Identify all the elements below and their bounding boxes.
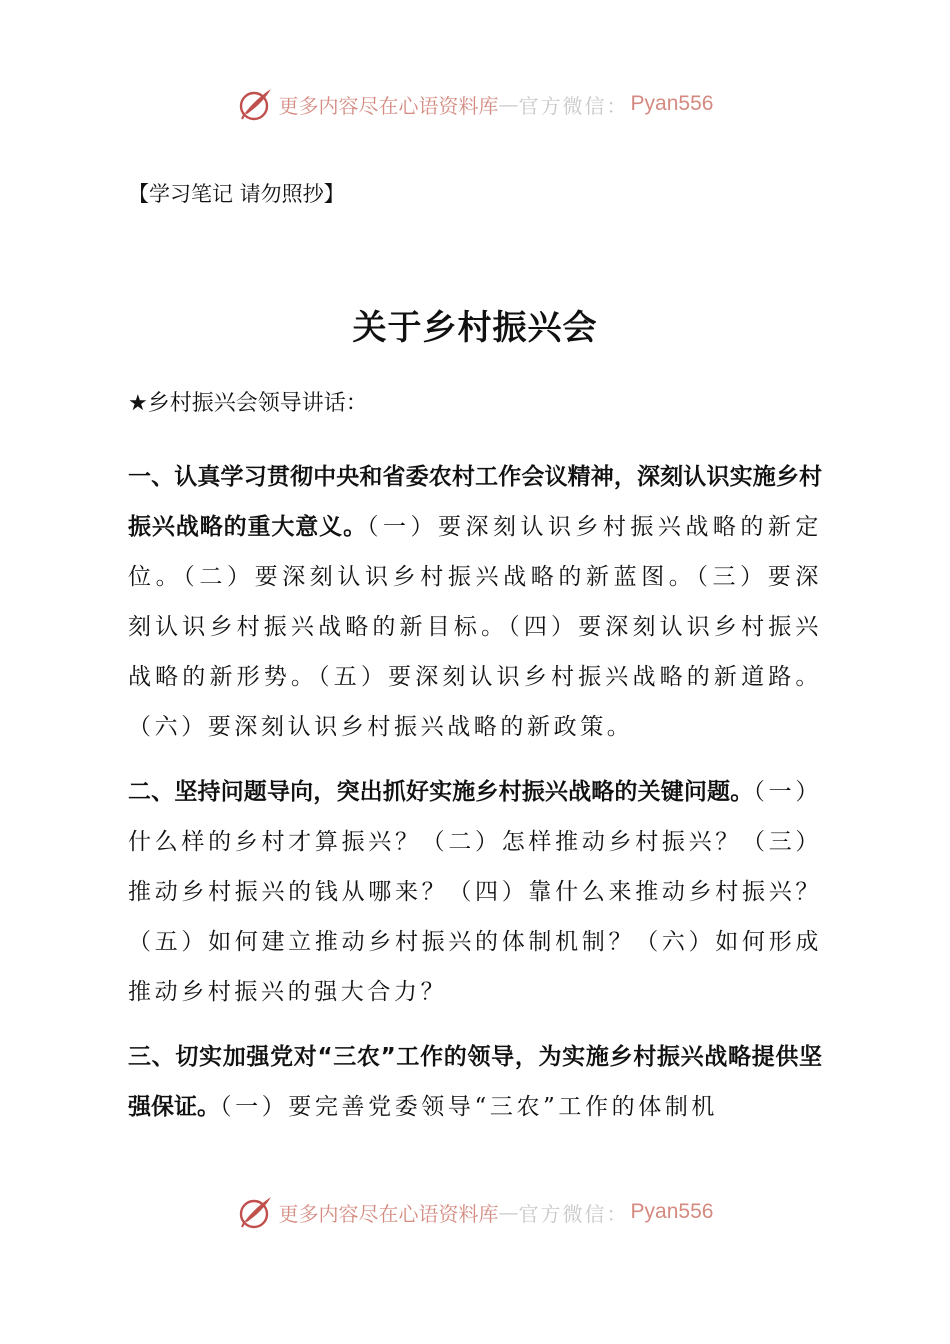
watermark-wechat-label: 官方微信：: [518, 93, 629, 118]
speech-subheading: ★乡村振兴会领导讲话：: [128, 391, 368, 416]
section-paragraph: [128, 1032, 822, 1132]
watermark-lead-text: 更多内容尽在心语资料库: [278, 1201, 499, 1226]
page-title: 关于乡村振兴会: [352, 308, 598, 348]
watermark-wechat-label: 官方微信：: [518, 1201, 629, 1226]
section-paragraph: [128, 452, 822, 752]
watermark-dash: —: [498, 1200, 519, 1224]
watermark-dash: —: [498, 92, 519, 116]
watermark-header: [0, 82, 950, 126]
section-body: （一）要深刻认识乡村振兴战略的新定位。（二）要深刻认识乡村振兴战略的新蓝图。（三）要深刻认识乡村振兴战略的新目标。（四）要深刻认识乡村振兴战略的新形势。（五）要深刻认识乡村振兴战略的新道路。（六）要深刻认识乡村振兴战略的新政策。: [128, 514, 823, 740]
watermark-footer: [0, 1190, 950, 1234]
section-body: （一）要完善党委领导“三农”工作的体制机: [220, 1094, 719, 1120]
section-heading: 一、认真学习贯彻中央和省委农村工作会议精神，深刻认识实施乡村振兴战略的重大意义。: [128, 464, 822, 540]
watermark-wechat-id: Pyan556: [630, 1200, 714, 1223]
section-body: （一）什么样的乡村才算振兴？（二）怎样推动乡村振兴？（三）推动乡村振兴的钱从哪来？（四）靠什么来推动乡村振兴？（五）如何建立推动乡村振兴的体制机制？（六）如何形成推动乡村振兴的强大合力？: [128, 779, 822, 1005]
quill-logo-icon: [237, 85, 275, 123]
section-paragraph: [128, 767, 822, 1017]
quill-logo-icon: [237, 1193, 275, 1231]
watermark-lead-text: 更多内容尽在心语资料库: [278, 93, 499, 118]
watermark-wechat-id: Pyan556: [630, 92, 714, 115]
study-note-label: 【学习笔记 请勿照抄】: [128, 182, 345, 206]
section-heading: 二、坚持问题导向，突出抓好实施乡村振兴战略的关键问题。: [128, 779, 754, 805]
section-heading: 三、切实加强党对“三农”工作的领导，为实施乡村振兴战略提供坚强保证。: [128, 1044, 822, 1120]
